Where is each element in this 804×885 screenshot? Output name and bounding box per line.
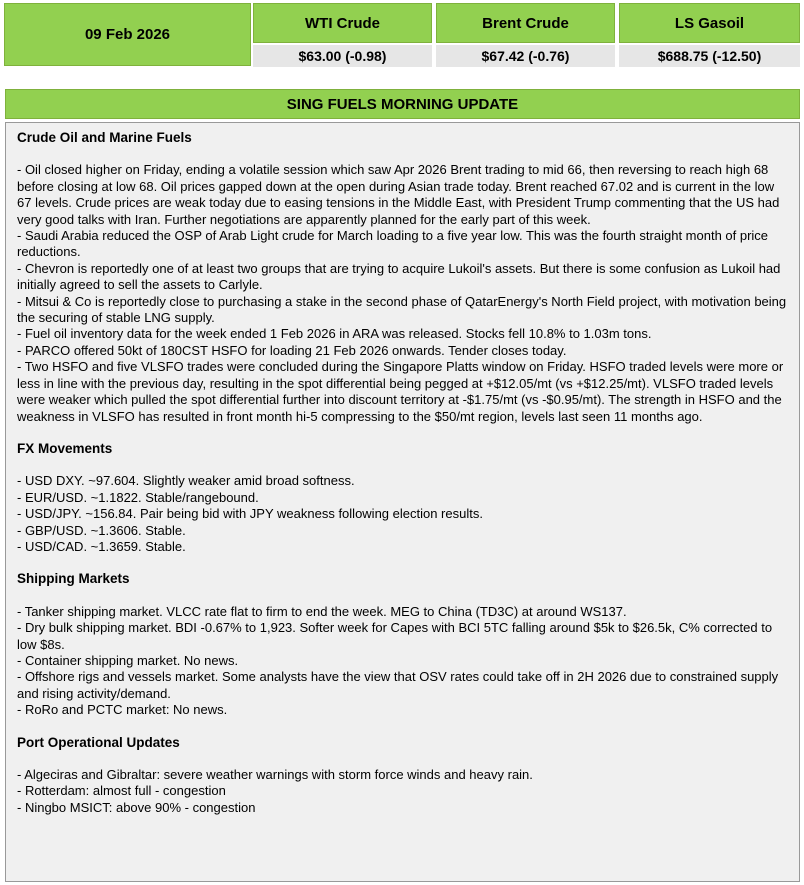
bullet-item: - PARCO offered 50kt of 180CST HSFO for loading 21 Feb 2026 onwards. Tender closes today. [17, 342, 567, 358]
bullet-item: - USD/CAD. ~1.3659. Stable. [17, 538, 186, 554]
price-value: $688.75 (-12.50) [619, 45, 800, 67]
bullet-item: - Tanker shipping market. VLCC rate flat to firm to end the week. MEG to China (TD3C) at around WS137. [17, 603, 627, 619]
update-content [5, 122, 800, 882]
update-banner: SING FUELS MORNING UPDATE [5, 89, 800, 119]
report-date: 09 Feb 2026 [4, 3, 251, 66]
price-value: $63.00 (-0.98) [253, 45, 432, 67]
price-col-gasoil [619, 3, 800, 67]
price-value: $67.42 (-0.76) [436, 45, 615, 67]
bullet-item: - USD/JPY. ~156.84. Pair being bid with JPY weakness following election results. [17, 506, 483, 522]
section-title: Shipping Markets [17, 571, 130, 587]
section-title: Crude Oil and Marine Fuels [17, 130, 192, 145]
section-shipping [17, 571, 789, 718]
bullet-item: - Ningbo MSICT: above 90% - congestion [17, 799, 256, 815]
bullet-item: - Algeciras and Gibraltar: severe weather warnings with storm force winds and heavy rain. [17, 767, 533, 782]
section-ports [17, 735, 789, 817]
bullet-item: - Two HSFO and five VLSFO trades were concluded during the Singapore Platts window on Friday. HSFO traded levels were more or less in line with the previous day, resulting in the spot differential being pegged at +$12.05/mt (vs +$12.25/mt). VLSFO traded levels were weaker which pulled the spot differential further into discount territory at -$1.75/mt (vs -$0.95/mt). The strength in HSFO and the weakness in VLSFO has resulted in front month hi-5 compressing to the $50/mt region, levels last seen 11 months ago. [17, 359, 784, 424]
price-header [4, 3, 800, 67]
section-fx [17, 441, 789, 555]
section-title: FX Movements [17, 440, 113, 456]
bullet-item: - EUR/USD. ~1.1822. Stable/rangebound. [17, 489, 259, 505]
bullet-item: - Mitsui & Co is reportedly close to purchasing a stake in the second phase of QatarEnergy's North Field project, with motivation being the securing of stable LNG supply. [17, 293, 787, 326]
bullet-item: - Saudi Arabia reduced the OSP of Arab Light crude for March loading to a five year low. This was the fourth straight month of price reductions. [17, 228, 769, 260]
bullet-item: - Oil closed higher on Friday, ending a volatile session which saw Apr 2026 Brent trading to mid 66, then reversing to reach high 68 before closing at low 68. Oil prices gapped down at the open during Asian trade today. Brent reached 67.02 and is current in the low 67 levels. Crude prices are weak today due to easing tensions in the Middle East, with President Trump commenting that the US had very good talks with Iran. Further negotiations are apparently planned for the early part of this week. [17, 162, 780, 227]
bullet-item: - USD DXY. ~97.604. Slightly weaker amid broad softness. [17, 473, 355, 489]
bullet-item: - Fuel oil inventory data for the week ended 1 Feb 2026 in ARA was released. Stocks fell 10.8% to 1.03m tons. [17, 326, 652, 342]
bullet-item: - Chevron is reportedly one of at least two groups that are trying to acquire Lukoil's assets. But there is some confusion as Lukoil had initially agreed to sell the assets to Carlyle. [17, 260, 781, 293]
price-name: WTI Crude [253, 3, 432, 43]
price-col-brent [436, 3, 615, 67]
bullet-item: - Container shipping market. No news. [17, 652, 239, 668]
bullet-item: - Offshore rigs and vessels market. Some analysts have the view that OSV rates could take off in 2H 2026 due to constrained supply and rising activity/demand. [17, 669, 779, 701]
bullet-item: - RoRo and PCTC market: No news. [17, 702, 228, 718]
section-title: Port Operational Updates [17, 734, 180, 750]
section-crude-oil [17, 130, 789, 425]
bullet-item: - Rotterdam: almost full - congestion [17, 783, 226, 799]
bullet-item: - GBP/USD. ~1.3606. Stable. [17, 522, 186, 538]
price-col-wti [253, 3, 432, 67]
price-name: Brent Crude [436, 3, 615, 43]
price-name: LS Gasoil [619, 3, 800, 43]
bullet-item: - Dry bulk shipping market. BDI -0.67% to 1,923. Softer week for Capes with BCI 5TC falling around $5k to $26.5k, C% corrected to low $8s. [17, 620, 773, 652]
